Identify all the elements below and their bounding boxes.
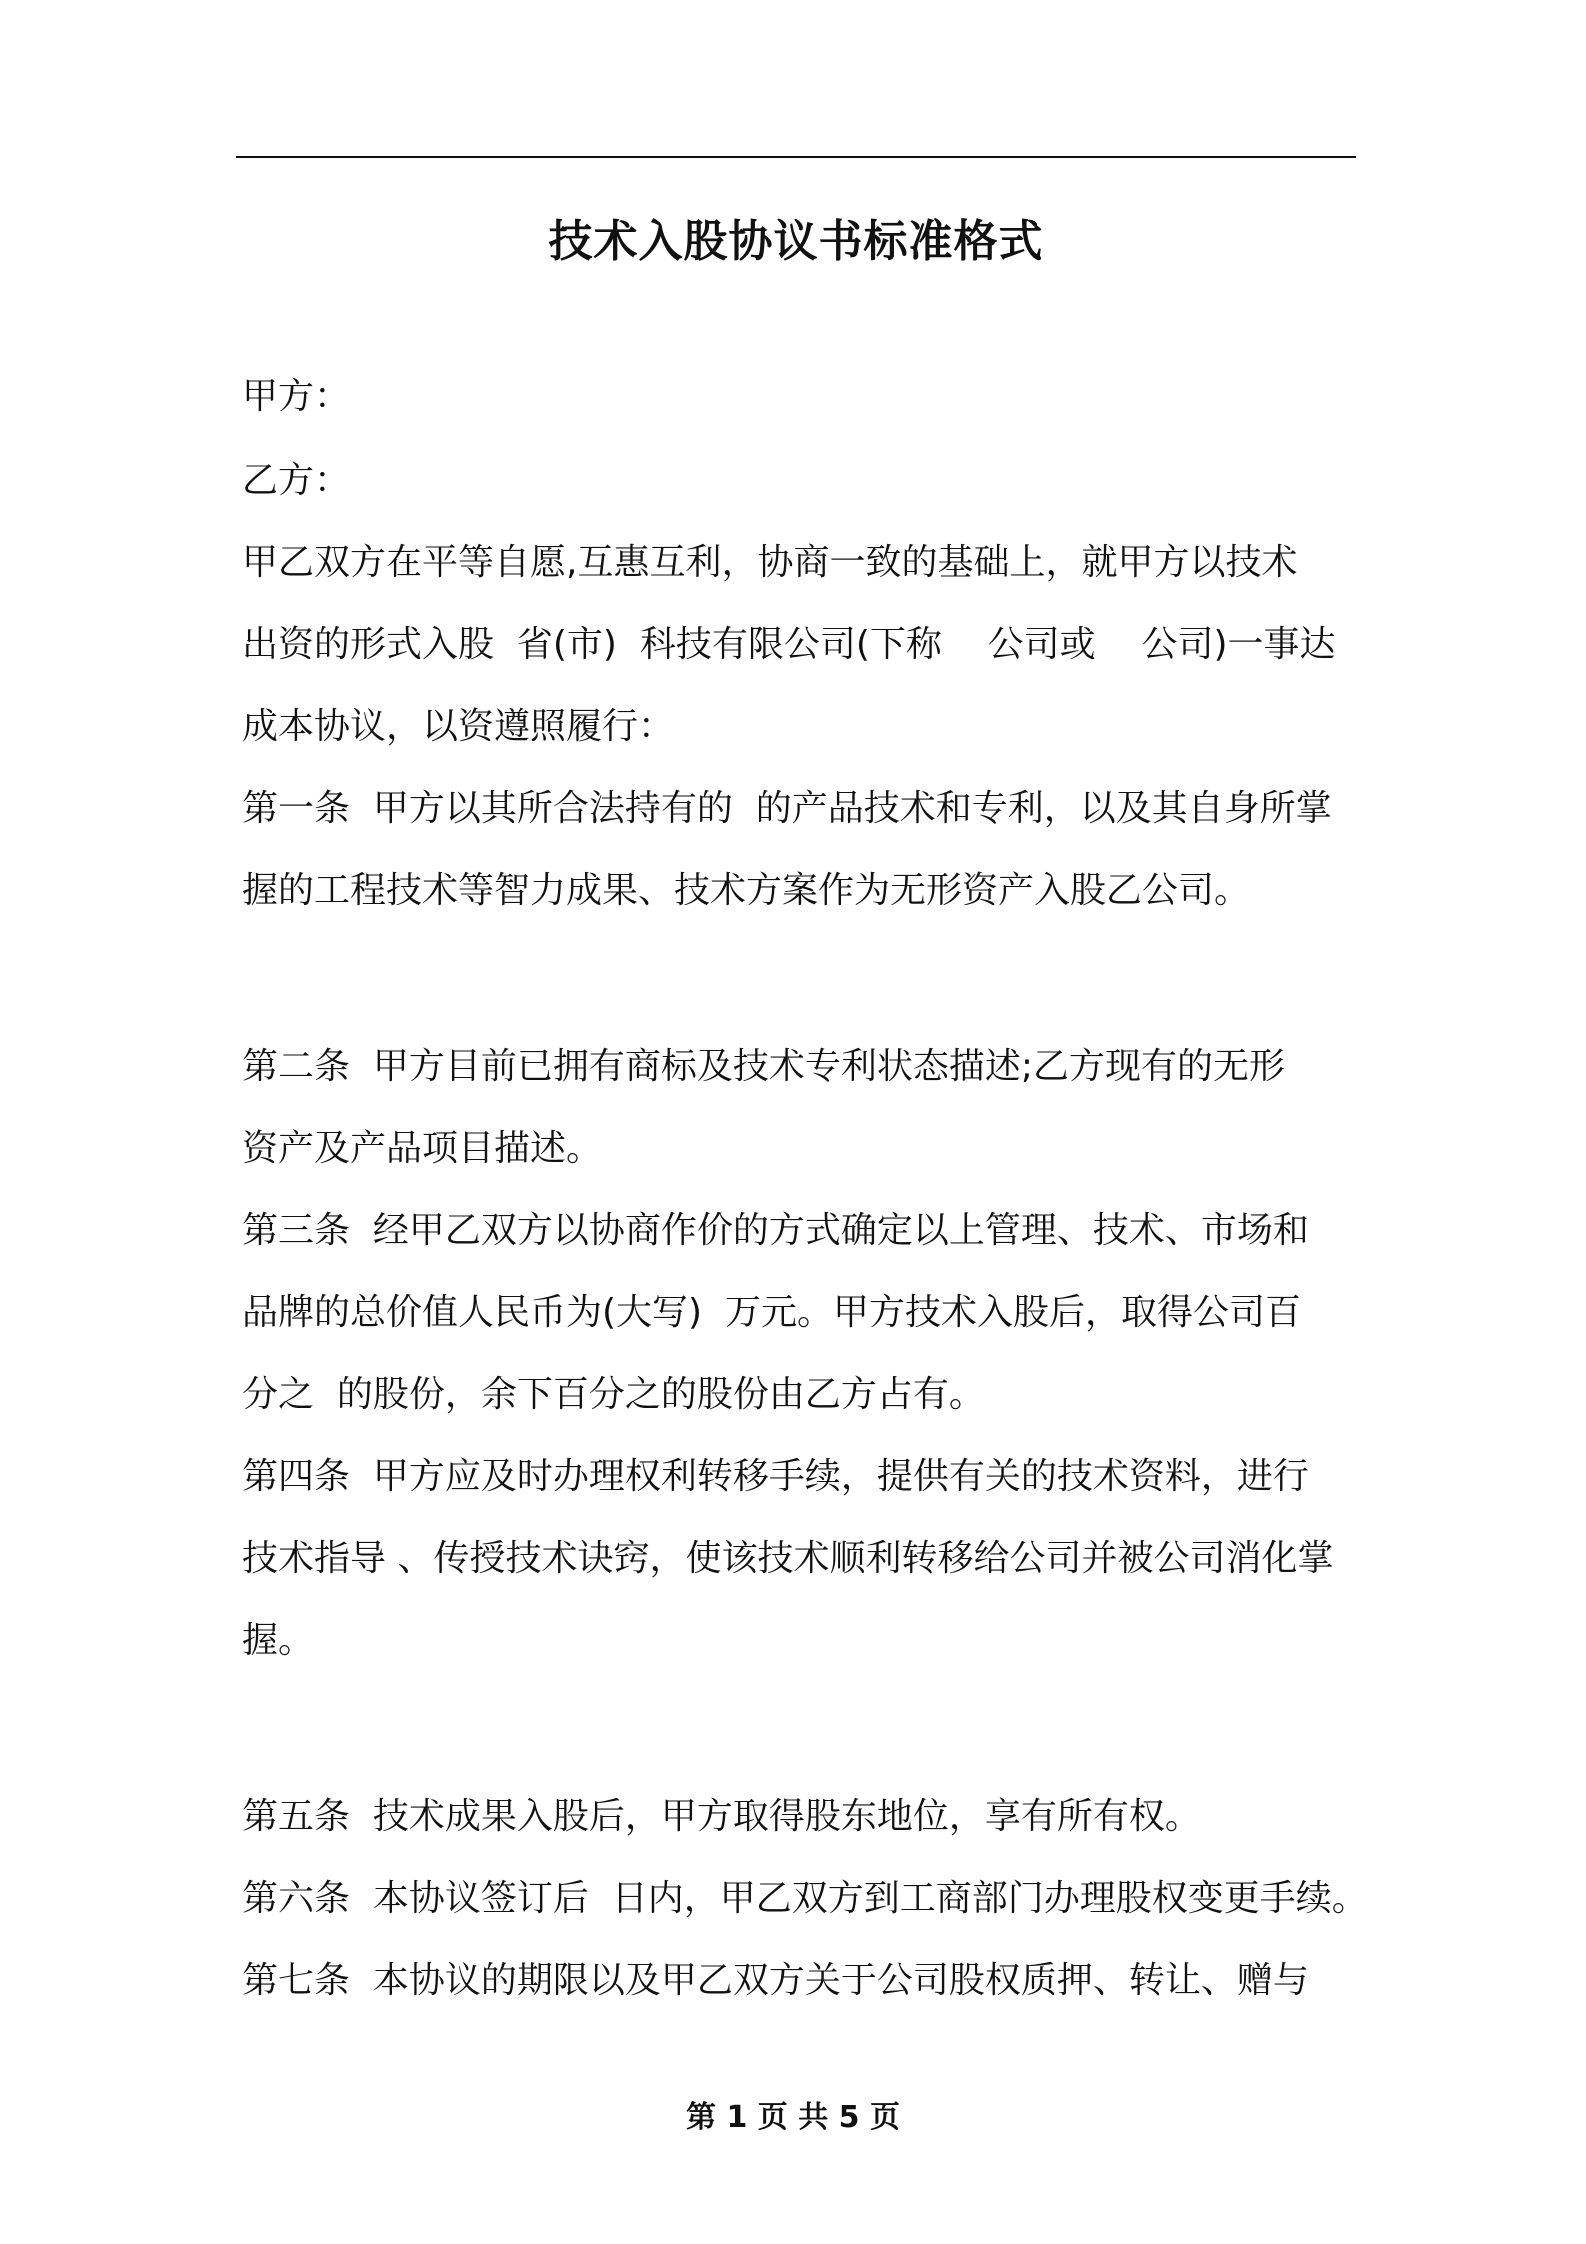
article-4-line-3: 握。 [242,1620,315,1661]
party-b-line: 乙方： [242,460,351,501]
article-2-line-1: 第二条 甲方目前已拥有商标及技术专利状态描述;乙方现有的无形 [242,1046,1286,1087]
preamble-line-2: 出资的形式入股 省(市) 科技有限公司(下称 公司或 公司)一事达 [242,624,1336,665]
article-3-line-3: 分之 的股份，余下百分之的股份由乙方占有。 [242,1374,985,1415]
article-6-line: 第六条 本协议签订后 日内，甲乙双方到工商部门办理股权变更手续。 [242,1878,1368,1919]
article-1-line-1: 第一条 甲方以其所合法持有的 的产品技术和专利，以及其自身所掌 [242,788,1332,829]
article-2-line-2: 资产及产品项目描述。 [242,1128,603,1169]
header-rule [236,156,1356,158]
article-5-line: 第五条 技术成果入股后，甲方取得股东地位，享有所有权。 [242,1796,1201,1837]
article-7-line-1: 第七条 本协议的期限以及甲乙双方关于公司股权质押、转让、赠与 [242,1960,1309,2001]
article-1-line-2: 握的工程技术等智力成果、技术方案作为无形资产入股乙公司。 [242,870,1251,911]
article-3-line-1: 第三条 经甲乙双方以协商作价的方式确定以上管理、技术、市场和 [242,1210,1309,1251]
article-3-line-2: 品牌的总价值人民币为(大写) 万元。甲方技术入股后，取得公司百 [242,1292,1301,1333]
preamble-line-1: 甲乙双方在平等自愿,互惠互利，协商一致的基础上，就甲方以技术 [242,542,1298,583]
page-number: 第 1 页 共 5 页 [686,2100,900,2135]
article-4-line-1: 第四条 甲方应及时办理权利转移手续，提供有关的技术资料，进行 [242,1456,1309,1497]
preamble-line-3: 成本协议，以资遵照履行： [242,706,675,747]
document-title: 技术入股协议书标准格式 [548,216,1044,267]
article-4-line-2: 技术指导 、传授技术诀窍，使该技术顺利转移给公司并被公司消化掌 [242,1538,1334,1579]
party-a-line: 甲方： [242,376,351,417]
